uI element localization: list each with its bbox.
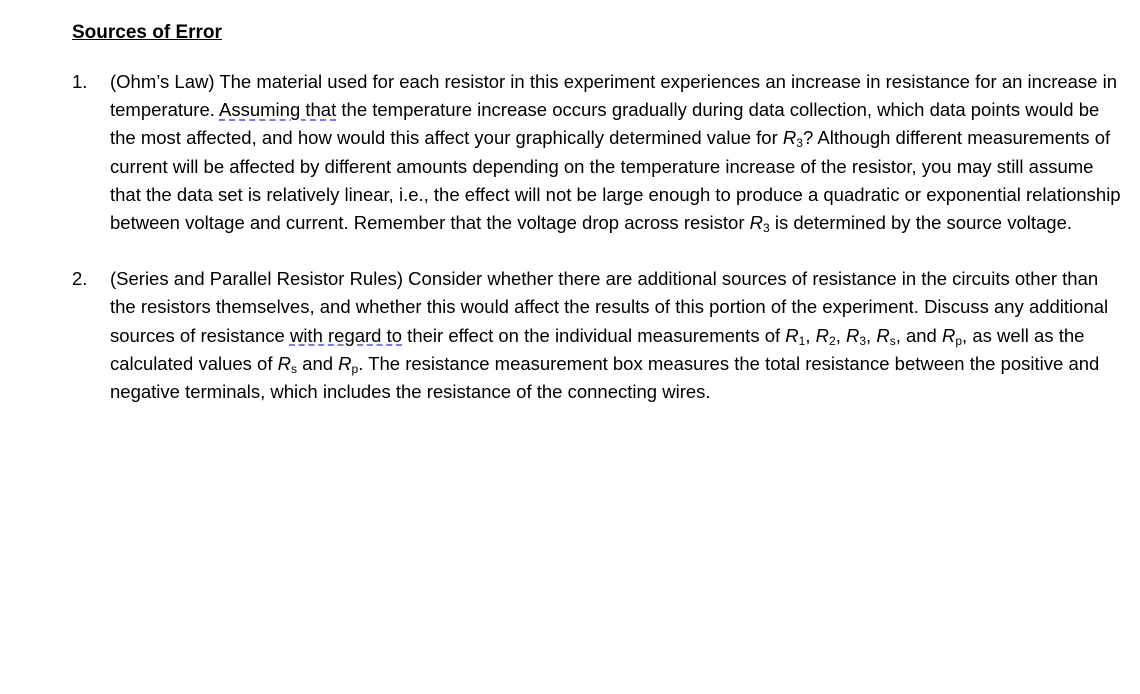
list-number-2: 2. bbox=[72, 268, 88, 290]
resistor-symbol: R bbox=[845, 324, 860, 346]
resistor-subscript: 2 bbox=[829, 333, 836, 348]
question-1-segment: is determined by the source voltage. bbox=[769, 212, 1073, 234]
question-1-segment: ? Although different measurements of current will be affected by different amounts depending on the temperature increase of the resistor, you may still assume that the data set is relatively linear, i.e., the effect will not be large enough to produce a quadratic or exponential relationship between voltage and current. Remember that the voltage drop across resistor bbox=[110, 127, 1121, 234]
question-1-segment: (Ohm’s Law) The material used for each resistor in this experiment experiences an increase in resistance for an increase in temperature. bbox=[110, 71, 1118, 121]
resistor-subscript: 3 bbox=[796, 136, 803, 151]
question-2-segment: , bbox=[866, 324, 877, 346]
resistor-subscript: 3 bbox=[859, 333, 867, 348]
question-2-text bbox=[110, 265, 1122, 406]
resistor-subscript: 3 bbox=[763, 221, 770, 236]
question-2-segment: (Series and Parallel Resistor Rules) Consider whether there are additional sources of resistance in the circuits other than the resistors themselves, and whether this would affect the results of this portion of the experiment. Discuss any additional sources of resistance bbox=[110, 268, 1109, 346]
resistor-symbol: R bbox=[749, 212, 763, 234]
resistor-symbol: R bbox=[785, 324, 799, 346]
resistor-subscript: p bbox=[351, 361, 359, 376]
question-1-segment: the temperature increase occurs gradually during data collection, which data points would be the most affected, and how would this affect your graphically determined value for bbox=[110, 99, 1100, 149]
resistor-symbol: R bbox=[277, 352, 292, 374]
question-1-text bbox=[110, 68, 1122, 237]
resistor-symbol: R bbox=[876, 324, 890, 346]
question-2-segment: and bbox=[297, 352, 339, 374]
question-2-segment: , and bbox=[895, 324, 942, 346]
question-2-segment: , bbox=[805, 324, 816, 346]
resistor-symbol: R bbox=[338, 352, 352, 374]
resistor-subscript: p bbox=[955, 333, 963, 348]
resistor-symbol: R bbox=[941, 324, 956, 346]
question-2-segment: , as well as the calculated values of bbox=[110, 324, 1085, 374]
document-page bbox=[72, 18, 1122, 406]
question-2-segment: , bbox=[835, 324, 846, 346]
list-number-1: 1. bbox=[72, 71, 88, 92]
resistor-subscript: s bbox=[889, 333, 896, 348]
grammar-marked-phrase[interactable]: with regard to bbox=[289, 324, 403, 346]
question-2-segment: . The resistance measurement box measures the total resistance between the positive and negative terminals, which includes the resistance of the connecting wires. bbox=[110, 352, 1100, 403]
resistor-symbol: R bbox=[782, 127, 797, 149]
grammar-marked-phrase[interactable]: Assuming that bbox=[219, 99, 337, 121]
resistor-subscript: s bbox=[291, 361, 298, 376]
resistor-subscript: 1 bbox=[798, 333, 806, 348]
section-heading: Sources of Error bbox=[72, 22, 222, 43]
list-item-2 bbox=[72, 265, 1122, 406]
resistor-symbol: R bbox=[815, 324, 829, 346]
list-item-1 bbox=[72, 68, 1122, 237]
question-2-segment: their effect on the individual measurements of bbox=[402, 324, 786, 346]
